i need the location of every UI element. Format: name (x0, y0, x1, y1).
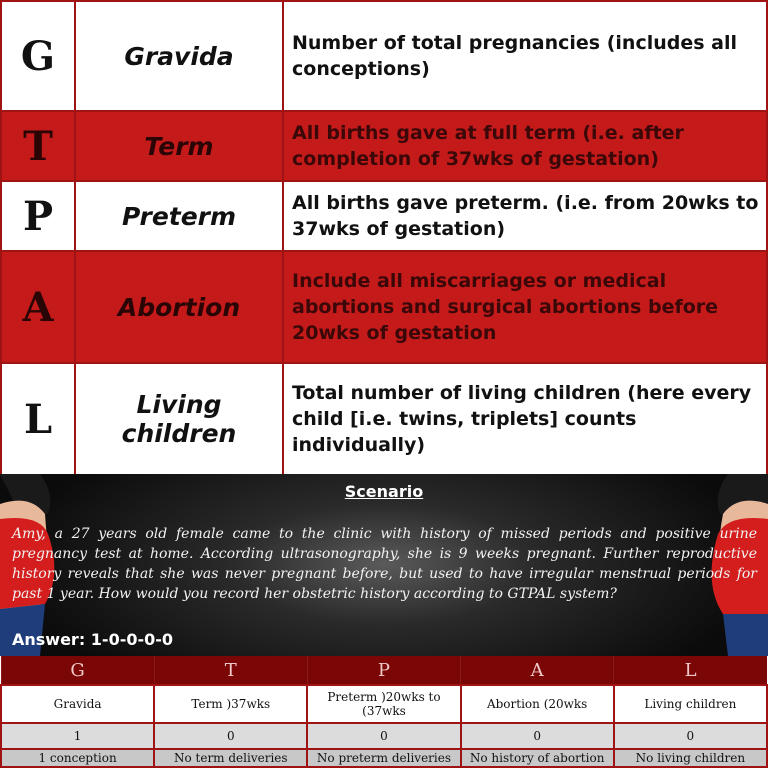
summary-names-row (1, 685, 767, 723)
term-living-children: Living children (75, 363, 283, 475)
summary-name-gravida: Gravida (1, 685, 154, 723)
summary-letter-a: A (461, 656, 614, 685)
description-preterm: All births gave preterm. (i.e. from 20wks to 37wks of gestation) (283, 181, 767, 251)
summary-letter-p: P (307, 656, 460, 685)
summary-count-t: 0 (154, 723, 307, 749)
summary-note-l: No living children (614, 749, 767, 767)
summary-letter-g: G (1, 656, 154, 685)
gtpal-summary-table (0, 656, 768, 768)
summary-name-preterm: Preterm )20wks to (37wks (307, 685, 460, 723)
summary-counts-row (1, 723, 767, 749)
term-abortion: Abortion (75, 251, 283, 363)
description-living-children: Total number of living children (here every child [i.e. twins, triplets] counts individually) (283, 363, 767, 475)
summary-count-p: 0 (307, 723, 460, 749)
gtpal-row-gravida (1, 1, 767, 111)
letter-a: A (1, 251, 75, 363)
letter-p: P (1, 181, 75, 251)
summary-letter-t: T (154, 656, 307, 685)
term-preterm: Preterm (75, 181, 283, 251)
summary-note-g: 1 conception (1, 749, 154, 767)
summary-name-living: Living children (614, 685, 767, 723)
summary-name-abortion: Abortion (20wks (461, 685, 614, 723)
summary-letters-row (1, 656, 767, 685)
description-abortion: Include all miscarriages or medical abortions and surgical abortions before 20wks of gestation (283, 251, 767, 363)
letter-l: L (1, 363, 75, 475)
term-gravida: Gravida (75, 1, 283, 111)
scenario-text: Amy, a 27 years old female came to the clinic with history of missed periods and positive urine pregnancy test at home. According ultrasonography, she is 9 weeks pregnant. Further reproductive history reveals that she was never pregnant before, but used to have irregular menstrual periods for past 1 year. How would you record her obstetric history according to GTPAL system? (12, 526, 757, 602)
description-gravida: Number of total pregnancies (includes all conceptions) (283, 1, 767, 111)
summary-notes-row (1, 749, 767, 767)
summary-note-a: No history of abortion (461, 749, 614, 767)
summary-letter-l: L (614, 656, 767, 685)
term-term: Term (75, 111, 283, 181)
gtpal-row-abortion (1, 251, 767, 363)
gtpal-row-living (1, 363, 767, 475)
description-term: All births gave at full term (i.e. after completion of 37wks of gestation) (283, 111, 767, 181)
summary-note-p: No preterm deliveries (307, 749, 460, 767)
summary-count-l: 0 (614, 723, 767, 749)
gtpal-row-preterm (1, 181, 767, 251)
scenario-title: Scenario (344, 482, 424, 501)
scenario-panel (0, 474, 768, 656)
summary-count-a: 0 (461, 723, 614, 749)
scenario-answer: Answer: 1-0-0-0-0 (12, 630, 174, 649)
summary-count-g: 1 (1, 723, 154, 749)
gtpal-row-term (1, 111, 767, 181)
summary-note-t: No term deliveries (154, 749, 307, 767)
letter-g: G (1, 1, 75, 111)
letter-t: T (1, 111, 75, 181)
summary-name-term: Term )37wks (154, 685, 307, 723)
